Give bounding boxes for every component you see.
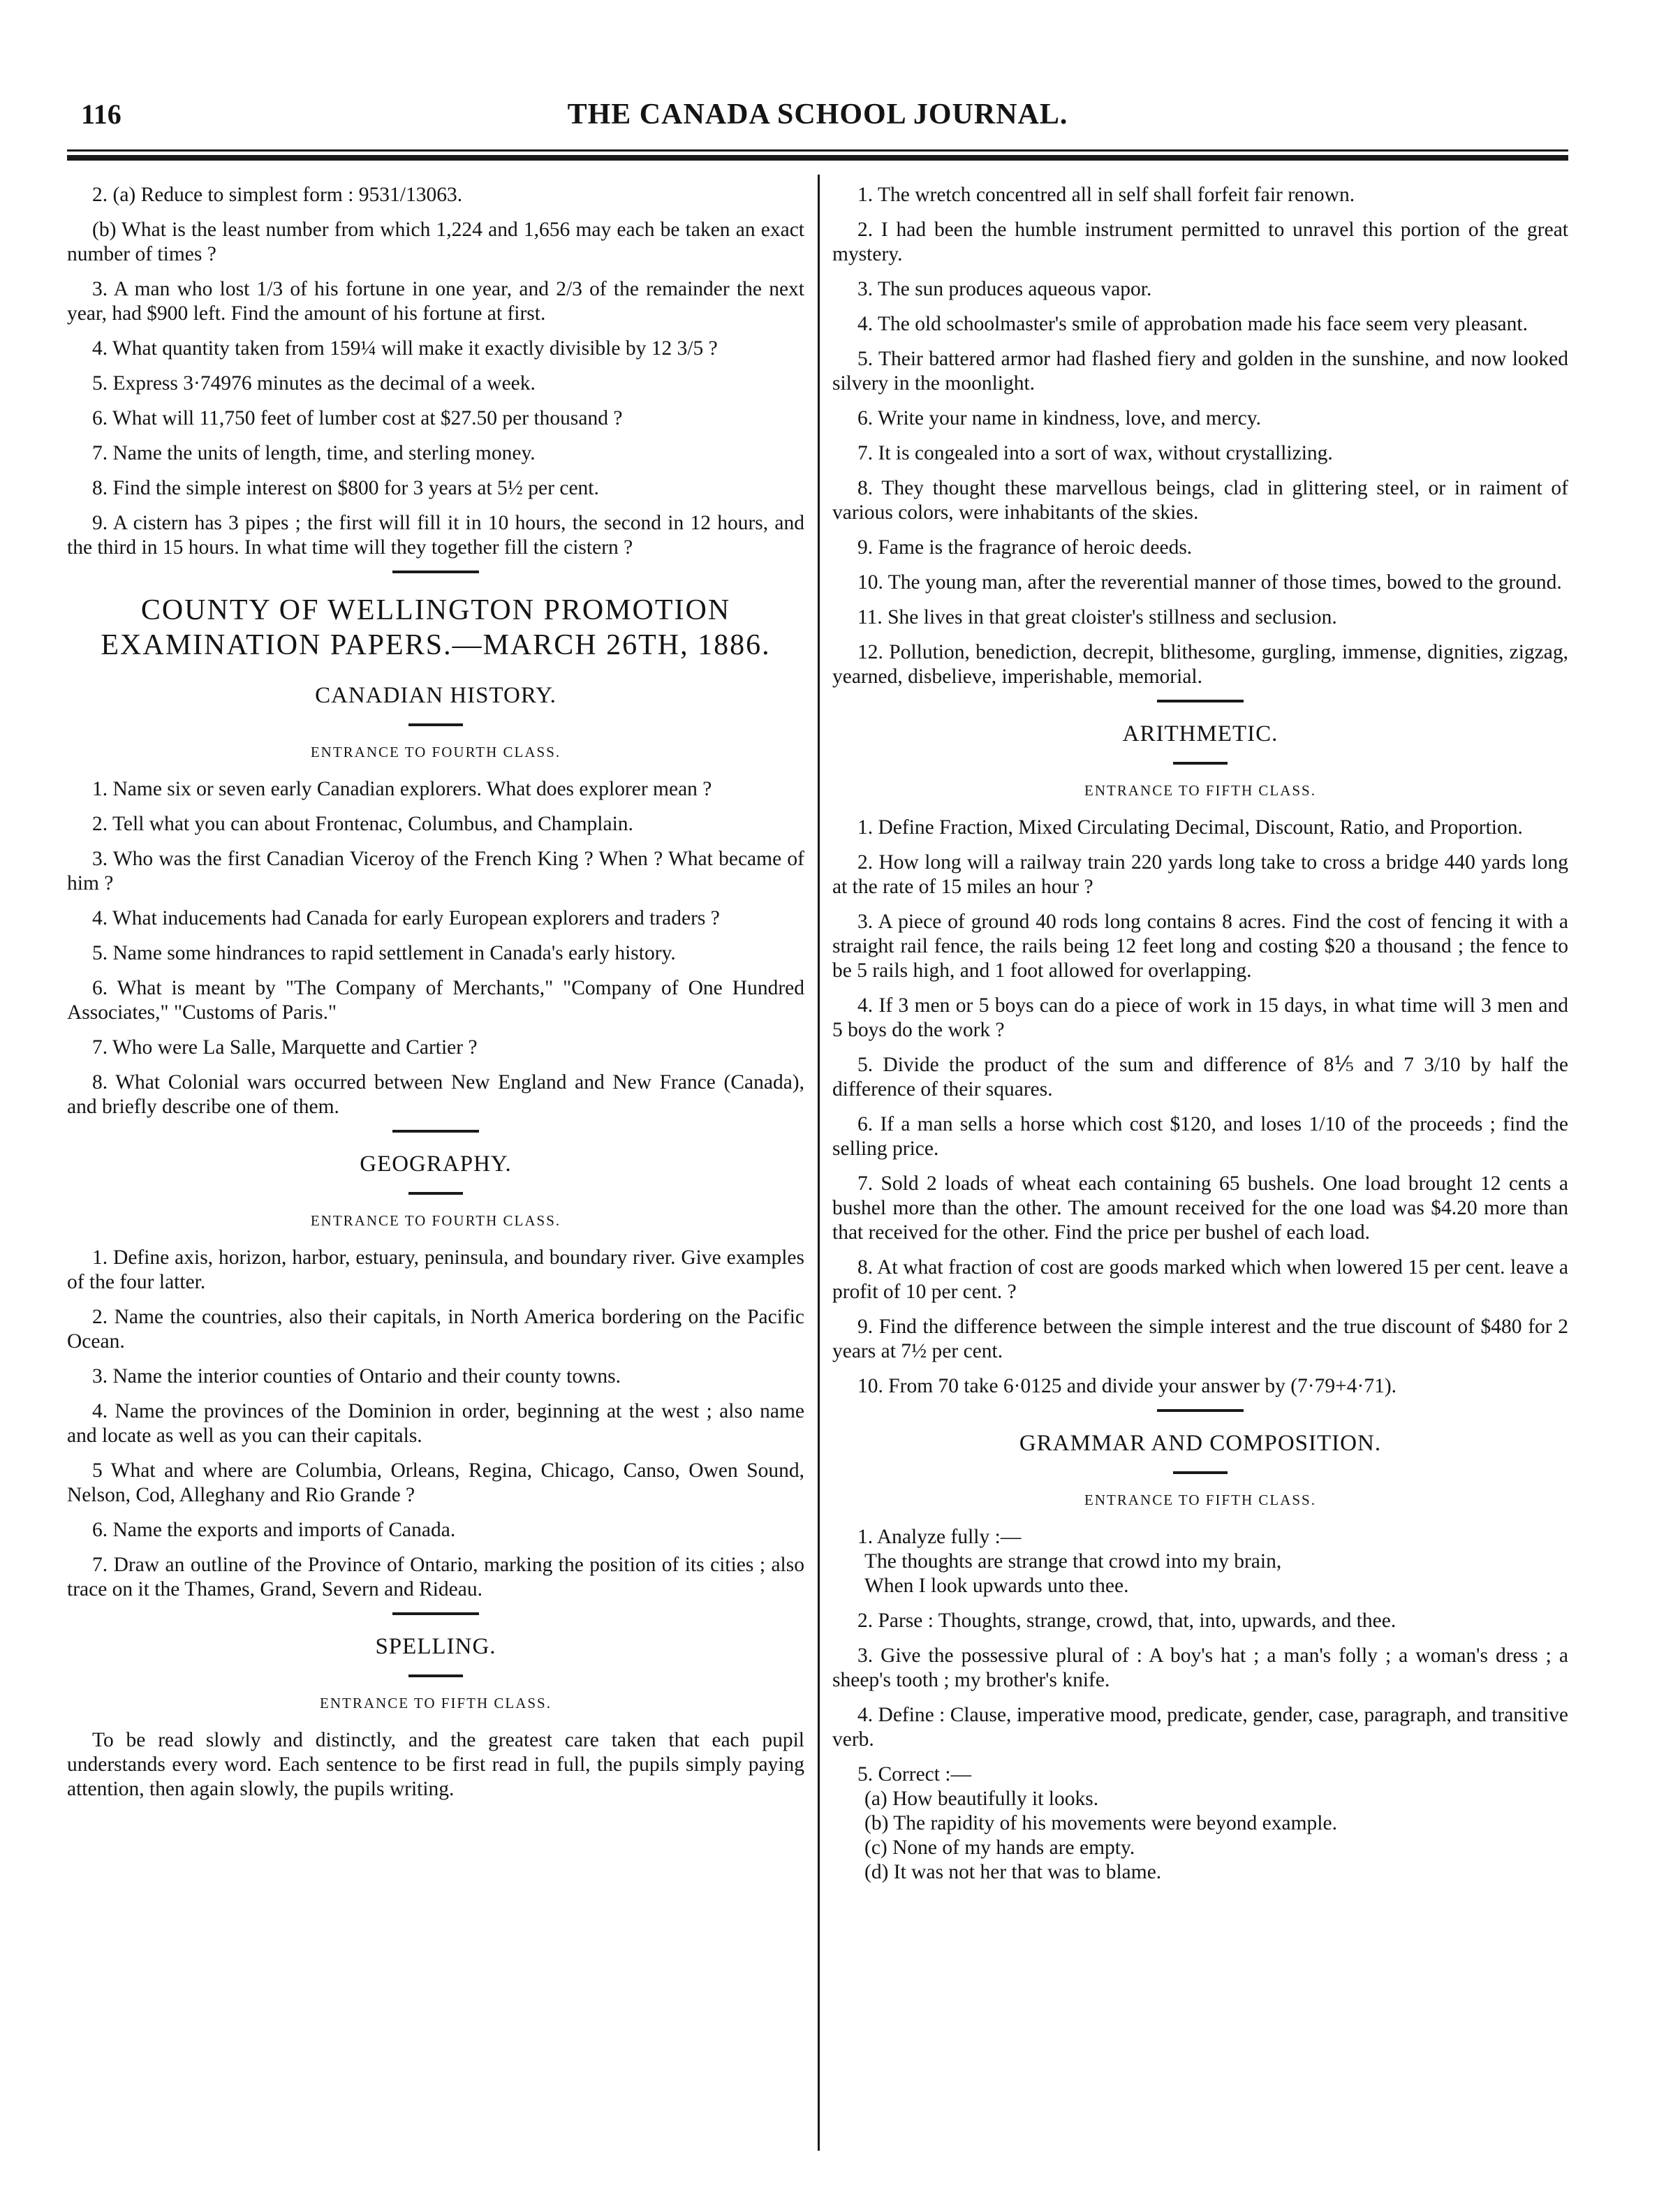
question-2a: 2. (a) Reduce to simplest form : 9531/13063. <box>92 184 463 206</box>
section-rule <box>392 1130 479 1133</box>
question-2b: (b) What is the least number from which 1,224 and 1,656 may each be taken an exact number of times ? <box>67 219 804 265</box>
history-question-5: 5. Name some hindrances to rapid settlement in Canada's early history. <box>92 942 676 964</box>
spelling-sentence: 11. She lives in that great cloister's stillness and seclusion. <box>857 606 1337 628</box>
arithmetic-question-9: 9. Find the difference between the simple interest and the true discount of $480 for 2 years at 7½ per cent. <box>832 1316 1568 1362</box>
grammar-title: GRAMMAR AND COMPOSITION. <box>1019 1431 1382 1456</box>
left-column <box>67 183 804 1812</box>
history-question-8: 8. What Colonial wars occurred between New England and New France (Canada), and briefly describe one of them. <box>67 1071 804 1118</box>
question-3: 3. A man who lost 1/3 of his fortune in one year, and 2/3 of the remainder the next year, had $900 left. Find the amount of his fortune at first. <box>67 278 804 325</box>
page-number: 116 <box>81 98 121 130</box>
arithmetic-question-10: 10. From 70 take 6·0125 and divide your answer by (7·79+4·71). <box>857 1375 1397 1397</box>
arithmetic-question-6: 6. If a man sells a horse which cost $120, and loses 1/10 of the proceeds ; find the selling price. <box>832 1113 1568 1160</box>
county-exam-heading: COUNTY OF WELLINGTON PROMOTION EXAMINATION PAPERS.—MARCH 26TH, 1886. <box>101 594 771 661</box>
question-7: 7. Name the units of length, time, and sterling money. <box>92 442 536 464</box>
geography-rule <box>408 1192 463 1195</box>
section-rule <box>1157 700 1244 702</box>
correction-item: (c) None of my hands are empty. <box>864 1836 1135 1859</box>
history-question-2: 2. Tell what you can about Frontenac, Columbus, and Champlain. <box>92 813 633 835</box>
spelling-sentence: 10. The young man, after the reverential manner of those times, bowed to the ground. <box>857 571 1562 594</box>
right-column <box>832 183 1568 1895</box>
spelling-sentence: 4. The old schoolmaster's smile of approbation made his face seem very pleasant. <box>857 313 1528 335</box>
header-rule-thin <box>67 149 1568 152</box>
history-class: ENTRANCE TO FOURTH CLASS. <box>310 744 561 760</box>
grammar-question-1: 1. Analyze fully :— <box>857 1526 1022 1548</box>
spelling-instructions: To be read slowly and distinctly, and the greatest care taken that each pupil understands every word. Each sentence to be first read in full, the pupils simply paying attention, then again slowly, the pupils writing. <box>67 1729 804 1800</box>
spelling-sentence: 7. It is congealed into a sort of wax, without crystallizing. <box>857 442 1333 464</box>
spelling-sentence: 2. I had been the humble instrument permitted to unravel this portion of the great mystery. <box>832 219 1568 265</box>
spelling-class: ENTRANCE TO FIFTH CLASS. <box>320 1695 552 1711</box>
geography-question-2: 2. Name the countries, also their capitals, in North America bordering on the Pacific Ocean. <box>67 1306 804 1353</box>
page-header <box>67 98 1568 140</box>
spelling-sentence: 3. The sun produces aqueous vapor. <box>857 278 1152 300</box>
geography-title: GEOGRAPHY. <box>360 1151 512 1177</box>
correction-item: (d) It was not her that was to blame. <box>864 1861 1162 1883</box>
spelling-rule <box>408 1674 463 1677</box>
journal-title: THE CANADA SCHOOL JOURNAL. <box>567 98 1068 131</box>
geography-question-5: 5 What and where are Columbia, Orleans, Regina, Chicago, Canso, Owen Sound, Nelson, Cod, Alleghany and Rio Grande ? <box>67 1459 804 1506</box>
correction-item: (b) The rapidity of his movements were beyond example. <box>864 1812 1337 1834</box>
grammar-question-4: 4. Define : Clause, imperative mood, predicate, gender, case, paragraph, and transitive verb. <box>832 1704 1568 1751</box>
spelling-sentence: 9. Fame is the fragrance of heroic deeds. <box>857 536 1193 559</box>
geography-question-7: 7. Draw an outline of the Province of Ontario, marking the position of its cities ; also trace on it the Thames, Grand, Severn and Rideau. <box>67 1554 804 1600</box>
question-5: 5. Express 3·74976 minutes as the decimal of a week. <box>92 372 536 395</box>
grammar-quote-line: When I look upwards unto thee. <box>864 1575 1129 1597</box>
geography-question-4: 4. Name the provinces of the Dominion in order, beginning at the west ; also name and locate as well as you can their capitals. <box>67 1400 804 1447</box>
arithmetic-question-8: 8. At what fraction of cost are goods marked which when lowered 15 per cent. leave a profit of 10 per cent. ? <box>832 1256 1568 1303</box>
arithmetic-question-1: 1. Define Fraction, Mixed Circulating Decimal, Discount, Ratio, and Proportion. <box>857 816 1523 839</box>
correction-item: (a) How beautifully it looks. <box>864 1788 1099 1810</box>
spelling-sentence: 12. Pollution, benediction, decrepit, blithesome, gurgling, immense, dignities, zigzag, yearned, disbelieve, imperishable, memorial. <box>832 641 1568 688</box>
question-8: 8. Find the simple interest on $800 for 3 years at 5½ per cent. <box>92 477 599 499</box>
section-rule <box>392 1612 479 1615</box>
arithmetic-rule <box>1173 762 1228 765</box>
history-question-7: 7. Who were La Salle, Marquette and Cartier ? <box>92 1036 478 1059</box>
spelling-sentence: 5. Their battered armor had flashed fiery and golden in the sunshine, and now looked silvery in the moonlight. <box>832 348 1568 395</box>
column-divider <box>818 175 820 2151</box>
history-question-6: 6. What is meant by "The Company of Merchants," "Company of One Hundred Associates," "Customs of Paris." <box>67 977 804 1024</box>
grammar-question-5: 5. Correct :— <box>857 1763 972 1786</box>
grammar-class: ENTRANCE TO FIFTH CLASS. <box>1084 1492 1316 1508</box>
geography-question-3: 3. Name the interior counties of Ontario and their county towns. <box>92 1365 621 1387</box>
arithmetic-question-5: 5. Divide the product of the sum and difference of 8⅕ and 7 3/10 by half the difference of their squares. <box>832 1054 1568 1100</box>
history-question-3: 3. Who was the first Canadian Viceroy of the French King ? When ? What became of him ? <box>67 848 804 894</box>
section-rule <box>1157 1409 1244 1412</box>
grammar-question-3: 3. Give the possessive plural of : A boy's hat ; a man's folly ; a woman's dress ; a sheep's tooth ; my brother's knife. <box>832 1644 1568 1691</box>
question-9: 9. A cistern has 3 pipes ; the first will fill it in 10 hours, the second in 12 hours, and the third in 15 hours. In what time will they together fill the cistern ? <box>67 512 804 559</box>
arithmetic-question-4: 4. If 3 men or 5 boys can do a piece of work in 15 days, in what time will 3 men and 5 boys do the work ? <box>832 994 1568 1041</box>
header-rule-thick <box>67 155 1568 161</box>
geography-class: ENTRANCE TO FOURTH CLASS. <box>310 1212 561 1229</box>
section-rule <box>392 570 479 573</box>
question-4: 4. What quantity taken from 159¼ will make it exactly divisible by 12 3/5 ? <box>92 337 718 360</box>
spelling-sentence: 8. They thought these marvellous beings, clad in glittering steel, or in raiment of various colors, were inhabitants of the skies. <box>832 477 1568 524</box>
geography-question-1: 1. Define axis, horizon, harbor, estuary, peninsula, and boundary river. Give examples of the four latter. <box>67 1246 804 1293</box>
geography-question-6: 6. Name the exports and imports of Canada. <box>92 1519 456 1541</box>
question-6: 6. What will 11,750 feet of lumber cost at $27.50 per thousand ? <box>92 407 623 429</box>
grammar-rule <box>1173 1471 1228 1474</box>
history-rule <box>408 723 463 726</box>
spelling-sentence: 1. The wretch concentred all in self shall forfeit fair renown. <box>857 184 1355 206</box>
spelling-title: SPELLING. <box>375 1634 496 1659</box>
history-question-4: 4. What inducements had Canada for early European explorers and traders ? <box>92 907 720 929</box>
arithmetic-question-2: 2. How long will a railway train 220 yards long take to cross a bridge 440 yards long at the rate of 15 miles an hour ? <box>832 851 1568 898</box>
history-title: CANADIAN HISTORY. <box>315 683 557 708</box>
grammar-question-2: 2. Parse : Thoughts, strange, crowd, that, into, upwards, and thee. <box>857 1610 1397 1632</box>
arithmetic-question-7: 7. Sold 2 loads of wheat each containing 65 bushels. One load brought 12 cents a bushel more than the other. The amount received for the one load was $4.20 more than that received for the other. Find the price per bushel of each load. <box>832 1172 1568 1244</box>
spelling-sentence: 6. Write your name in kindness, love, and mercy. <box>857 407 1262 429</box>
arithmetic-question-3: 3. A piece of ground 40 rods long contains 8 acres. Find the cost of fencing it with a straight rail fence, the rails being 12 feet long and costing $20 a thousand ; the fence to be 5 rails high, and 1 foot allowed for overlapping. <box>832 911 1568 982</box>
arithmetic-title: ARITHMETIC. <box>1122 721 1279 746</box>
history-question-1: 1. Name six or seven early Canadian explorers. What does explorer mean ? <box>92 778 712 800</box>
grammar-quote-line: The thoughts are strange that crowd into my brain, <box>864 1550 1282 1573</box>
arithmetic-class: ENTRANCE TO FIFTH CLASS. <box>1084 782 1316 799</box>
